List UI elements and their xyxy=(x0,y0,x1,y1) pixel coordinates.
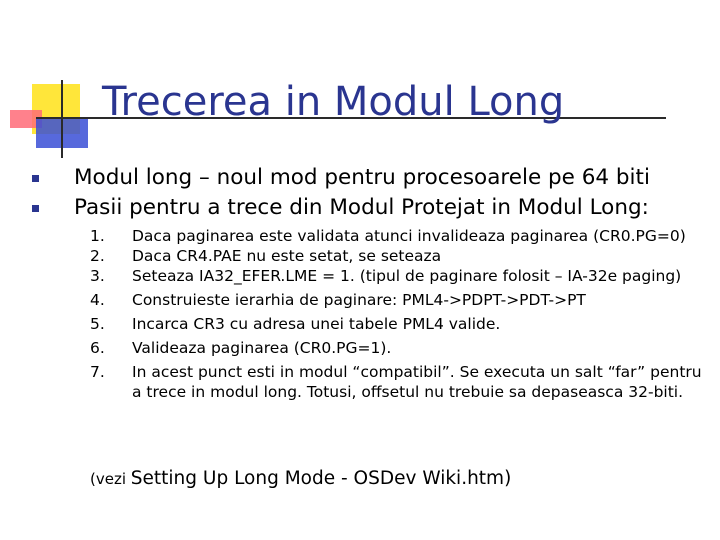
bullet-square-icon xyxy=(32,175,39,182)
step-number: 6. xyxy=(90,339,105,357)
step-number: 5. xyxy=(90,315,105,333)
step-item xyxy=(90,266,710,286)
step-number: 7. xyxy=(90,363,105,381)
step-item xyxy=(90,314,710,334)
step-item xyxy=(90,362,710,402)
step-item xyxy=(90,338,710,358)
step-text: Construieste ierarhia de paginare: PML4->PDPT->PDT->PT xyxy=(132,291,586,309)
step-number: 2. xyxy=(90,247,105,265)
step-text: In acest punct esti in modul “compatibil”. Se executa un salt “far” pentru a trece in modul long. Totusi, offsetul nu trebuie sa depaseasca 32-biti. xyxy=(132,363,702,401)
reference-line xyxy=(90,468,511,489)
steps-list xyxy=(90,226,710,402)
bullet-text: Modul long – noul mod pentru procesoarele pe 64 biti xyxy=(74,165,650,190)
step-item xyxy=(90,246,710,266)
step-number: 1. xyxy=(90,227,105,245)
step-number: 3. xyxy=(90,267,105,285)
bullet-text: Pasii pentru a trece din Modul Protejat in Modul Long: xyxy=(74,195,649,220)
slide-title: Trecerea in Modul Long xyxy=(102,79,565,125)
reference-prefix: (vezi xyxy=(90,470,131,488)
step-text: Valideaza paginarea (CR0.PG=1). xyxy=(132,339,392,357)
step-text: Daca CR4.PAE nu este setat, se seteaza xyxy=(132,247,442,265)
step-item xyxy=(90,226,710,246)
step-number: 4. xyxy=(90,291,105,309)
step-text: Incarca CR3 cu adresa unei tabele PML4 valide. xyxy=(132,315,501,333)
step-item xyxy=(90,290,710,310)
logo-vertical-line xyxy=(61,80,63,158)
step-text: Seteaza IA32_EFER.LME = 1. (tipul de paginare folosit – IA-32e paging) xyxy=(132,267,682,285)
bullet-square-icon xyxy=(32,205,39,212)
reference-link[interactable]: Setting Up Long Mode - OSDev Wiki.htm) xyxy=(130,468,512,489)
step-text: Daca paginarea este validata atunci invalideaza paginarea (CR0.PG=0) xyxy=(132,227,686,245)
